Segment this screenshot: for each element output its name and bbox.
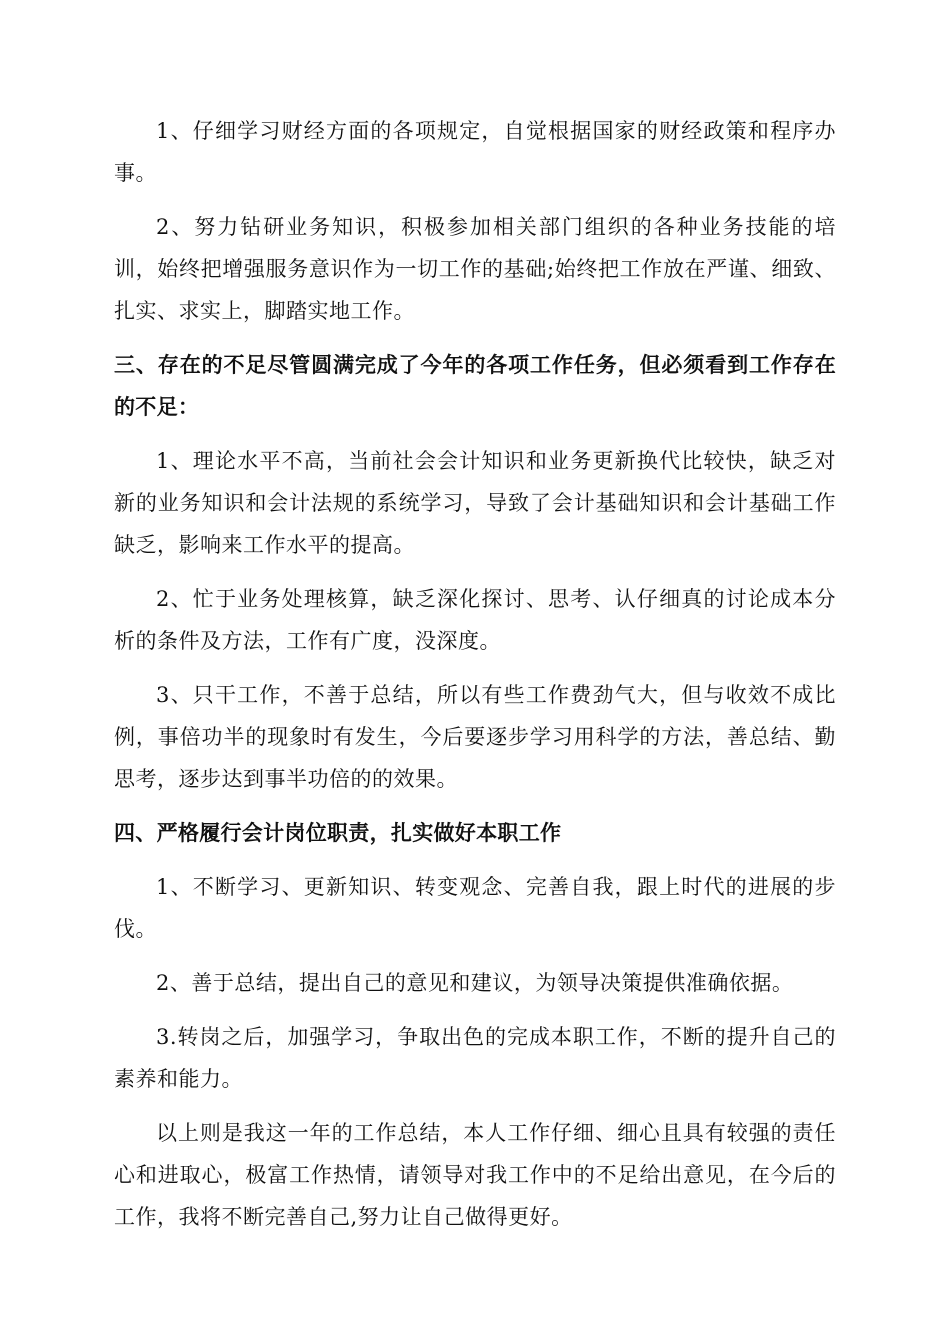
document-page [114, 110, 836, 1238]
paragraph-busy-accounting: 2、忙于业务处理核算，缺乏深化探讨、思考、认仔细真的讨论成本分析的条件及方法，工作有广度，没深度。 [114, 587, 836, 653]
section-heading-shortcomings: 三、存在的不足尽管圆满完成了今年的各项工作任务，但必须看到工作存在的不足： [114, 353, 836, 419]
section-heading-duties: 四、严格履行会计岗位职责，扎实做好本职工作 [114, 821, 562, 845]
paragraph-no-summary: 3、只干工作，不善于总结，所以有些工作费劲气大，但与收效不成比例，事倍功半的现象时有发生，今后要逐步学习用科学的方法，善总结、勤思考，逐步达到事半功倍的的效果。 [114, 683, 836, 791]
paragraph-business-training: 2、努力钻研业务知识，积极参加相关部门组织的各种业务技能的培训，始终把增强服务意识作为一切工作的基础;始终把工作放在严谨、细致、扎实、求实上，脚踏实地工作。 [114, 215, 836, 323]
paragraph-theory-level: 1、理论水平不高，当前社会会计知识和业务更新换代比较快，缺乏对新的业务知识和会计法规的系统学习，导致了会计基础知识和会计基础工作缺乏，影响来工作水平的提高。 [114, 449, 836, 557]
paragraph-study-regulations: 1、仔细学习财经方面的各项规定，自觉根据国家的财经政策和程序办事。 [114, 119, 836, 185]
paragraph-conclusion: 以上则是我这一年的工作总结，本人工作仔细、细心且具有较强的责任心和进取心，极富工作热情，请领导对我工作中的不足给出意见，在今后的工作，我将不断完善自己,努力让自己做得更好。 [114, 1121, 836, 1229]
paragraph-good-at-summary: 2、善于总结，提出自己的意见和建议，为领导决策提供准确依据。 [156, 971, 794, 995]
paragraph-after-transfer: 3.转岗之后，加强学习，争取出色的完成本职工作，不断的提升自己的素养和能力。 [114, 1025, 836, 1091]
paragraph-keep-learning: 1、不断学习、更新知识、转变观念、完善自我，跟上时代的进展的步伐。 [114, 875, 836, 941]
